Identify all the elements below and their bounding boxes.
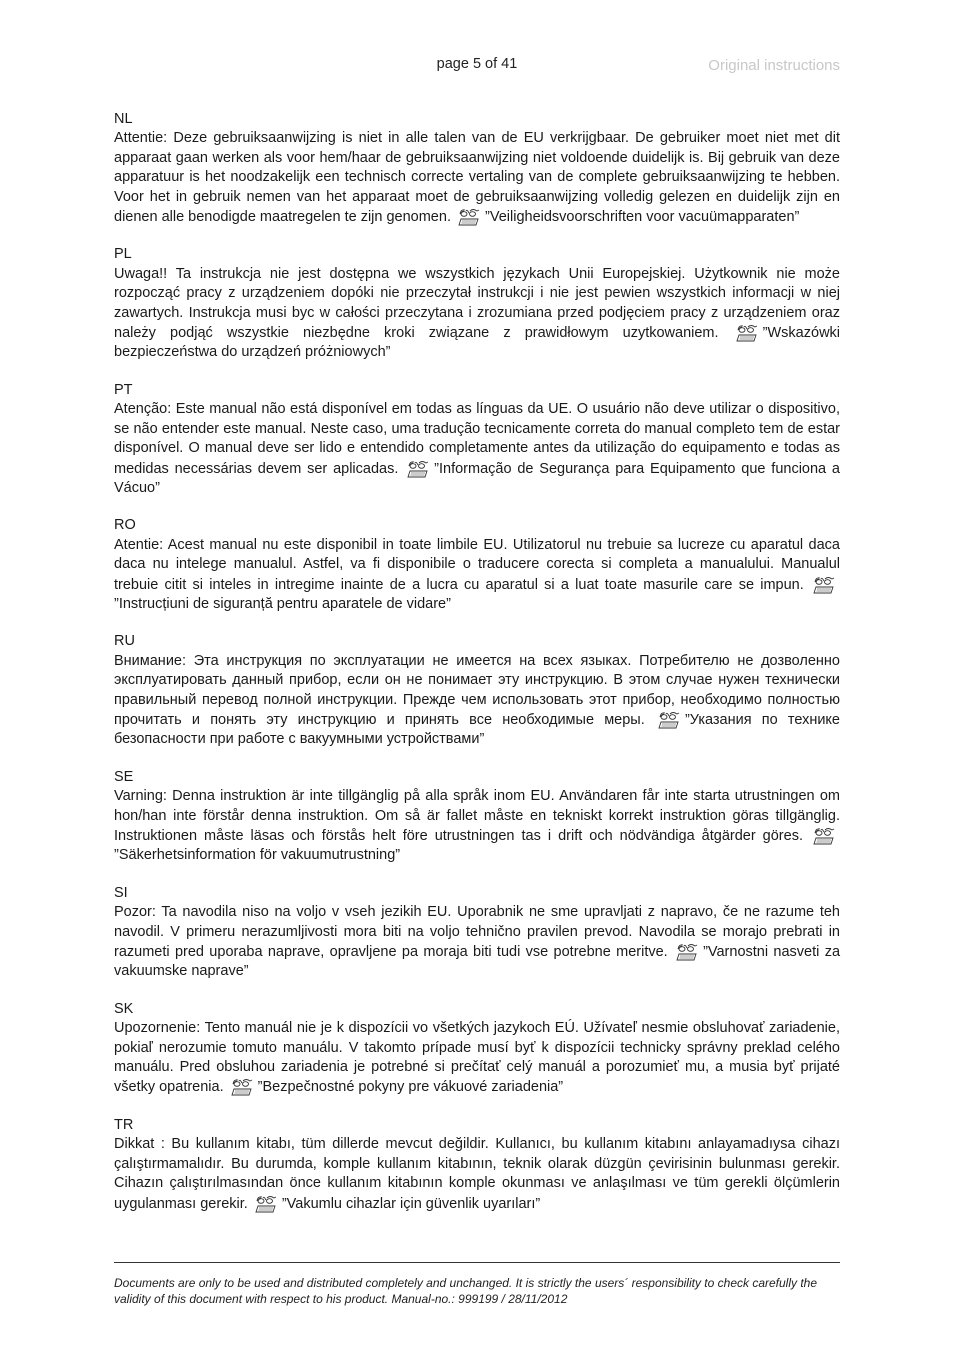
notice-body: Varning: Denna instruktion är inte tillgänglig på alla språk inom EU. Användaren får inte starta utrustningen om hon/han inte förstår denna instruktion. Om så är fallet måste en tekniskt korrekt instruktion göras tillgänglig. Instruktionen måste läsas och förstås helt före utrustningen tas i drift och nödvändiga åtgärder göres.	[114, 788, 840, 844]
notice-text	[114, 536, 840, 615]
notice-tr	[114, 1116, 840, 1214]
footer-disclaimer: Documents are only to be used and distributed completely and unchanged. It is strictly the users´ responsibility to check carefully the validity of this document with respect to his product. Manual-no.: 999199 / 28/11/2012	[114, 1276, 818, 1306]
notice-text	[114, 1135, 840, 1214]
reference-title: ”Instrucțiuni de siguranță pentru aparatele de vidare”	[114, 595, 451, 612]
notice-body: Upozornenie: Tento manuál nie je k dispozícii vo všetkých jazykoch EÚ. Užívateľ nesmie obsluhovať zariadenie, pokiaľ nerozumie tomuto manuálu. V takomto prípade musí byť k dispozícii technicky správny preklad celého manuálu. Pred obsluhou zariadenia je potrebné si prečítať celý manuál a porozumieť mu, a musia byť prijaté všetky opatrenia.	[114, 1020, 840, 1096]
reference-title: ”Wskazówki bezpieczeństwa do urządzeń próżniowych”	[114, 325, 841, 361]
notice-text	[114, 265, 840, 363]
read-manual-glasses-icon	[406, 459, 430, 479]
notice-body: Atenção: Este manual não está disponível em todas as línguas da UE. O usuário não deve utilizar o dispositivo, se não entender este manual. Neste caso, uma tradução tecnicamente correta do manual completo tem de estar disponível. O manual deve ser lido e entendido completamente antes da utilização do equipamento e todas as medidas necessárias devem ser aplicadas.	[114, 401, 840, 477]
notice-text	[114, 903, 840, 982]
notice-text	[114, 1019, 840, 1098]
read-manual-glasses-icon	[254, 1194, 278, 1214]
notice-se	[114, 768, 840, 866]
language-code: TR	[114, 1116, 134, 1133]
notice-pl	[114, 245, 840, 362]
reference-title: ”Varnostni nasveti za vakuumske naprave”	[114, 944, 841, 980]
language-code: PT	[114, 381, 133, 398]
notice-body: Dikkat : Bu kullanım kitabı, tüm dillerde mevcut değildir. Kullanıcı, bu kullanım kitabını anlayamadıysa cihazı çalıştırmamalıdır. Bu durumda, komple kullanım kitabının, teknik olarak düzgün çevirisinin bulunması gerekir. Cihazın çalıştırılmasından önce kullanım kitabının komple okunması ve anlaşılması ve tüm gerekli ölçümlerin uygulanması gerekir.	[114, 1136, 840, 1212]
reference-title: ”Veiligheidsvoorschriften voor vacuümapparaten”	[485, 209, 800, 226]
notice-body: Uwaga!! Ta instrukcja nie jest dostępna we wszystkich językach Unii Europejskiej. Użytkownik nie może rozpocząć pracy z urządzeniem dopóki nie przeczytał instrukcji i nie jest pewien wszystkich informacji w niej zawartych. Instrukcja musi byc w całości przeczytana i zrozumiana przed podjęciem pracy z urządzeniem oraz należy podjąć wszystkie niezbędne kroki związane z prawidłowym uzytkowaniem.	[114, 265, 840, 342]
notice-si	[114, 884, 840, 982]
reference-title: ”Säkerhetsinformation för vakuumutrustning”	[114, 847, 401, 864]
read-manual-glasses-icon	[812, 826, 836, 846]
notice-text	[114, 652, 840, 750]
notice-nl	[114, 110, 840, 227]
notice-text	[114, 400, 840, 498]
notice-body: Pozor: Ta navodila niso na voljo v vseh jezikih EU. Uporabnik ne sme upravljati z napravo, če ne razume teh navodil. V primeru nerazumljivosti mora biti na voljo tehnično pravilen prevod. Navodila se morajo prebrati in razumeti pred uporaba naprave, opravljene pa moraja biti tudi vse potrebne meritve.	[114, 904, 840, 961]
notice-body: Внимание: Эта инструкция по эксплуатации не имеется на всех языках. Потребителю не дозволенно эксплуатировать данный прибор, если он не понимает эту инструкцию. В этом случае нужен технически правильный перевод полной инструкции. Прежде чем использовать этот прибор, необходимо полностью прочитать и понять эту инструкцию и принять все необходимые меры.	[114, 652, 840, 728]
notice-body: Attentie: Deze gebruiksaanwijzing is niet in alle talen van de EU verkrijgbaar. De gebruiker moet niet met dit apparaat gaan werken als voor hem/haar de gebruiksaanwijzing niet voldoende duidelijk is. Bij gebruik van deze apparatuur is het noodzakelijk een technisch correcte vertaling van de complete gebruiksaanwijzing te hebben. Voor het in gebruik nemen van het apparaat moet de gebruiksaanwijzing volledig gelezen en duidelijk zijn en dienen alle benodigde maatregelen te zijn genomen.	[114, 130, 840, 226]
language-code: RU	[114, 633, 135, 650]
reference-title: ”Указания по технике безопасности при работе с вакуумными устройствами”	[114, 711, 840, 748]
read-manual-glasses-icon	[457, 207, 481, 227]
notice-ro	[114, 516, 840, 614]
language-code: PL	[114, 246, 132, 263]
read-manual-glasses-icon	[735, 323, 759, 343]
read-manual-glasses-icon	[657, 710, 681, 730]
notice-body: Atentie: Acest manual nu este disponibil in toate limbile EU. Utilizatorul nu trebuie sa lucreze cu aparatul daca daca nu intelege manualul. Astfel, va fi disponibile o traducere corecta si completa a manualului. Manualul trebuie citit si inteles in intregime inainte de a lucra cu aparatul si a luat toate masurile care se impun.	[114, 536, 840, 593]
language-code: SI	[114, 884, 128, 901]
notice-text	[114, 129, 840, 227]
notice-text	[114, 787, 840, 866]
notice-sk	[114, 1000, 840, 1098]
notice-pt	[114, 381, 840, 498]
read-manual-glasses-icon	[230, 1077, 254, 1097]
reference-title: ”Vakumlu cihazlar için güvenlik uyarıları”	[281, 1195, 541, 1212]
page-number: page 5 of 41	[436, 56, 518, 72]
reference-title: ”Bezpečnostné pokyny pre vákuové zariadenia”	[257, 1079, 564, 1096]
language-code: RO	[114, 517, 136, 534]
footer-divider	[114, 1262, 840, 1263]
document-type-label: Original instructions	[708, 57, 840, 74]
language-code: SE	[114, 768, 134, 785]
language-code: NL	[114, 111, 133, 127]
read-manual-glasses-icon	[812, 575, 836, 595]
language-notices	[114, 110, 840, 1232]
read-manual-glasses-icon	[675, 942, 699, 962]
language-code: SK	[114, 1000, 134, 1017]
notice-ru	[114, 632, 840, 749]
reference-title: ”Informação de Segurança para Equipamento que funciona a Vácuo”	[114, 460, 840, 496]
